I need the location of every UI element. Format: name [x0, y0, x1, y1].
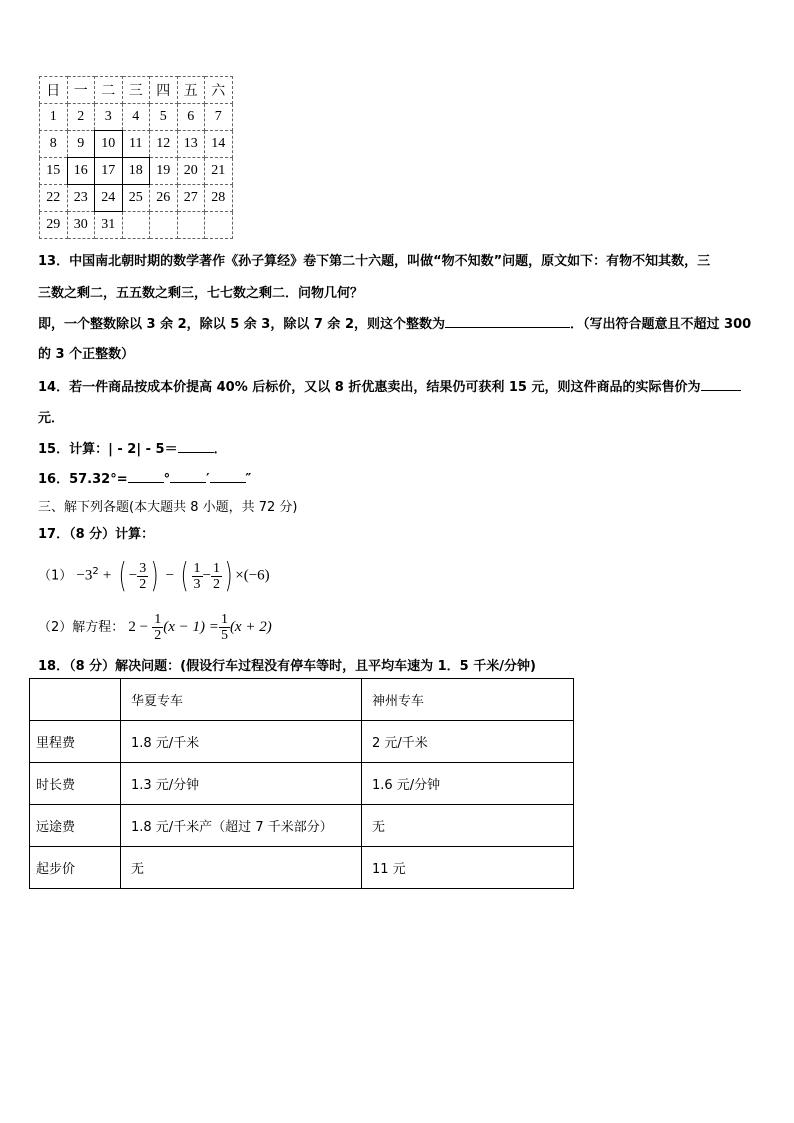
table-cell: 2 元/千米	[362, 721, 574, 763]
fraction-denominator: 2	[139, 576, 147, 592]
calendar-row	[40, 158, 233, 185]
q17-p1-exponent: 2	[92, 566, 99, 578]
fraction-numerator: 3	[139, 560, 147, 576]
calendar-cell: 27	[177, 185, 205, 212]
calendar-cell: 23	[67, 185, 95, 212]
calendar-cell: 15	[40, 158, 68, 185]
q17-p1-tail: ×(−6)	[235, 567, 270, 584]
calendar-cell-boxed: 24	[95, 185, 123, 212]
right-paren-icon: )	[224, 556, 233, 596]
calendar-cell: 7	[205, 104, 233, 131]
q14-text: 14．若一件商品按成本价提高 40% 后标价，又以 8 折优惠卖出，结果仍可获利 15 元，则这件商品的实际售价为	[38, 380, 701, 395]
fraction	[152, 612, 163, 643]
calendar-cell: 21	[205, 158, 233, 185]
table-cell: 1.3 元/分钟	[121, 763, 362, 805]
q13-line3	[38, 313, 751, 332]
calendar-cell-boxed: 16	[67, 158, 95, 185]
q17-p2-tail: (x + 2)	[229, 619, 272, 635]
calendar-cell: 3	[95, 104, 123, 131]
table-row	[30, 805, 574, 847]
q14-line1	[38, 376, 741, 395]
calendar-cell: 17	[95, 158, 123, 185]
calendar-row	[40, 104, 233, 131]
fraction	[211, 561, 222, 592]
second-symbol: ″	[245, 472, 252, 487]
q16-degree-blank[interactable]	[128, 469, 164, 483]
section-heading: 三、解下列各题(本大题共 8 小题，共 72 分)	[38, 500, 298, 515]
calendar-header: 一	[67, 77, 95, 104]
fraction-numerator: 1	[193, 560, 201, 576]
minus-sign: −	[202, 567, 211, 584]
degree-symbol: °	[163, 472, 171, 487]
table-row	[30, 763, 574, 805]
table-cell: 1.6 元/分钟	[362, 763, 574, 805]
calendar-row	[40, 212, 233, 239]
fraction-numerator: 1	[154, 612, 162, 627]
calendar-cell: 11	[122, 131, 150, 158]
fraction-numerator: 1	[213, 560, 220, 576]
fraction-denominator: 5	[220, 628, 228, 643]
q13-line3-text: 即，一个整数除以 3 余 2，除以 5 余 3，除以 7 余 2，则这个整数为	[38, 317, 446, 332]
table-cell: 1.8 元/千米	[121, 721, 362, 763]
q15-line	[38, 438, 227, 457]
fraction-numerator: 1	[220, 612, 228, 627]
calendar-cell: 14	[205, 131, 233, 158]
calendar-cell: 2	[67, 104, 95, 131]
table-cell: 无	[121, 847, 362, 889]
table-cell: 起步价	[30, 847, 121, 889]
table-cell: 1.8 元/千米产（超过 7 千米部分）	[121, 805, 362, 847]
calendar-cell: 6	[177, 104, 205, 131]
calendar-cell: 12	[150, 131, 178, 158]
calendar-cell-boxed: 18	[122, 158, 150, 185]
table-cell: 里程费	[30, 721, 121, 763]
calendar-cell: 1	[40, 104, 68, 131]
q15-tail: ．	[213, 442, 227, 457]
q14-answer-blank[interactable]	[701, 377, 741, 391]
table-cell: 时长费	[30, 763, 121, 805]
calendar-cell	[150, 212, 178, 239]
table-header-cell: 神州专车	[362, 679, 574, 721]
calendar-cell	[177, 212, 205, 239]
calendar-cell: 29	[40, 212, 68, 239]
q17-p1-term: −3	[76, 567, 93, 584]
calendar-cell-boxed: 10	[95, 131, 123, 158]
fraction	[137, 561, 148, 592]
table-cell: 11 元	[362, 847, 574, 889]
calendar-cell: 4	[122, 104, 150, 131]
calendar-cell: 5	[150, 104, 178, 131]
fare-table	[29, 678, 574, 889]
calendar-cell: 9	[67, 131, 95, 158]
q16-second-blank[interactable]	[210, 469, 246, 483]
calendar-cell: 20	[177, 158, 205, 185]
table-header-row	[30, 679, 574, 721]
fraction-denominator: 2	[213, 576, 220, 592]
q16-line	[38, 468, 251, 487]
q17-p2-mid: (x − 1) =	[163, 619, 219, 635]
fraction	[192, 561, 203, 592]
q17-p1-neg: −	[128, 567, 138, 584]
fraction	[219, 612, 230, 643]
calendar-header: 日	[40, 77, 68, 104]
q17-title: 17．（8 分）计算：	[38, 527, 155, 542]
q17-part1	[38, 556, 270, 596]
table-cell: 无	[362, 805, 574, 847]
calendar-row	[40, 131, 233, 158]
minute-symbol: ′	[206, 472, 210, 487]
left-paren-icon: (	[180, 556, 189, 596]
q13-line1: 13．中国南北朝时期的数学著作《孙子算经》卷下第二十六题，叫做“物不知数”问题，原文如下：有物不知其数，三	[38, 254, 711, 269]
fraction-denominator: 2	[154, 628, 162, 643]
q18-title: 18．（8 分）解决问题：(假设行车过程没有停车等时，且平均车速为 1．5 千米/分钟)	[38, 659, 536, 674]
calendar-header: 三	[122, 77, 150, 104]
calendar-cell: 8	[40, 131, 68, 158]
calendar-header: 五	[177, 77, 205, 104]
calendar-header: 六	[205, 77, 233, 104]
table-header-cell	[30, 679, 121, 721]
calendar-header: 四	[150, 77, 178, 104]
q15-text: 15．计算：| - 2| - 5＝	[38, 442, 178, 457]
calendar-cell	[205, 212, 233, 239]
q13-line2: 三数之剩二，五五数之剩三，七七数之剩二．问物几何？	[38, 286, 364, 301]
calendar-header: 二	[95, 77, 123, 104]
calendar-cell: 28	[205, 185, 233, 212]
calendar-table	[39, 76, 233, 239]
calendar-cell: 13	[177, 131, 205, 158]
calendar-cell: 19	[150, 158, 178, 185]
q17-p2-start: 2 −	[128, 619, 149, 635]
calendar-row	[40, 185, 233, 212]
q17-part2-label: （2）解方程：	[38, 620, 125, 635]
table-row	[30, 847, 574, 889]
calendar-cell: 25	[122, 185, 150, 212]
table-cell: 远途费	[30, 805, 121, 847]
table-row	[30, 721, 574, 763]
table-header-cell: 华夏专车	[121, 679, 362, 721]
q16-minute-blank[interactable]	[170, 469, 206, 483]
left-paren-icon: (	[118, 556, 127, 596]
q13-answer-blank[interactable]	[445, 314, 570, 328]
calendar-cell: 31	[95, 212, 123, 239]
fraction-denominator: 3	[193, 576, 201, 592]
q14-line2: 元．	[38, 411, 65, 426]
q13-line4: 的 3 个正整数）	[38, 347, 135, 362]
q17-part1-label: （1）	[38, 568, 73, 584]
q13-line3-tail: ．（写出符合题意且不超过 300	[570, 317, 752, 332]
q17-p1-minus: −	[165, 567, 175, 584]
q16-text: 16．57.32°=	[38, 472, 128, 487]
q17-p1-plus: +	[102, 567, 112, 584]
calendar-header-row	[40, 77, 233, 104]
q17-part2	[38, 612, 272, 643]
calendar-cell: 26	[150, 185, 178, 212]
calendar-cell: 22	[40, 185, 68, 212]
right-paren-icon: )	[150, 556, 159, 596]
q15-answer-blank[interactable]	[178, 439, 214, 453]
calendar-cell	[122, 212, 150, 239]
calendar-cell: 30	[67, 212, 95, 239]
